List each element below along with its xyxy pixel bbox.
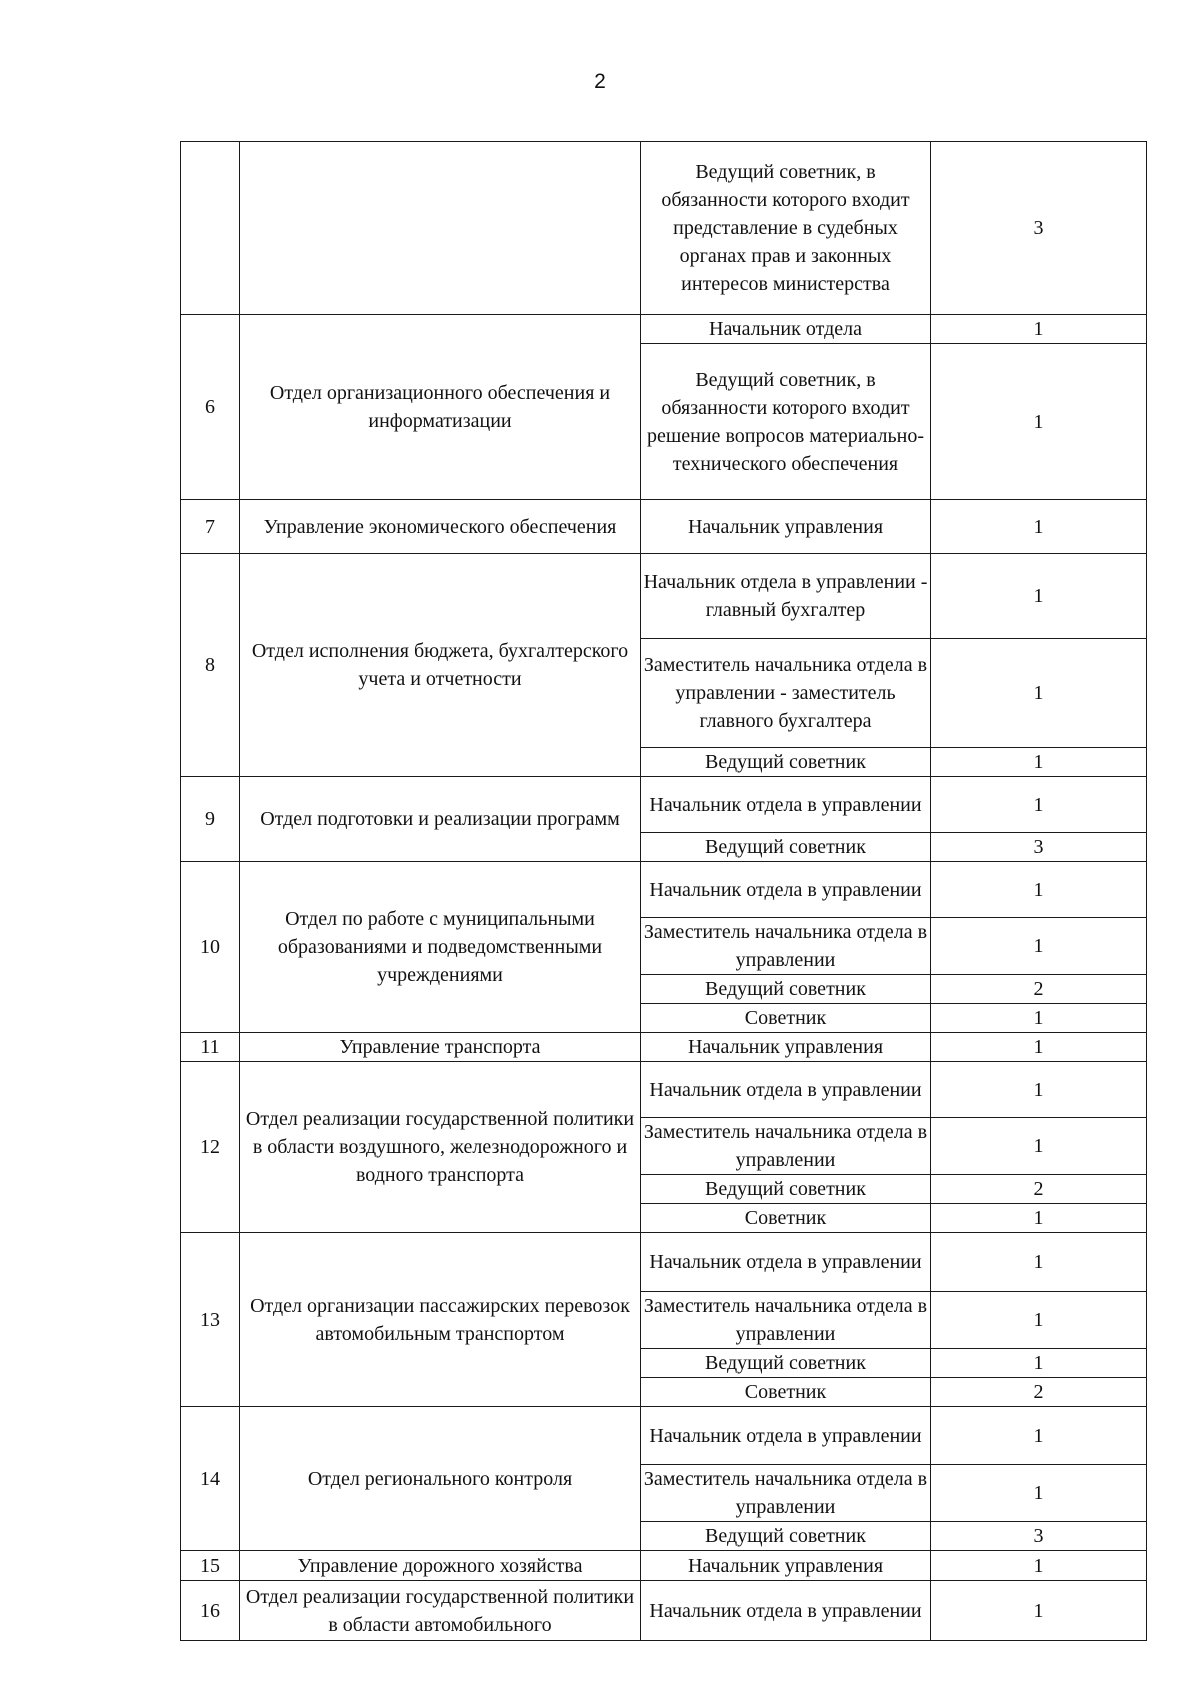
staff-count: 1 [931,862,1147,918]
staff-count: 1 [931,554,1147,639]
staff-count: 1 [931,500,1147,554]
staff-count: 1 [931,1349,1147,1378]
position-title: Начальник отдела [641,315,931,344]
table-row [181,142,1147,315]
department-name: Отдел исполнения бюджета, бухгалтерского учета и отчетности [240,554,641,777]
staff-count: 1 [931,639,1147,748]
staff-count: 1 [931,1033,1147,1062]
staff-count: 1 [931,1551,1147,1581]
table-row [181,1062,1147,1118]
staff-count: 3 [931,833,1147,862]
table-row [181,500,1147,554]
staff-count: 1 [931,748,1147,777]
row-number: 15 [181,1551,240,1581]
row-number: 10 [181,862,240,1033]
position-title: Ведущий советник [641,1522,931,1551]
staff-count: 1 [931,1062,1147,1118]
table-row [181,554,1147,639]
department-name: Отдел подготовки и реализации программ [240,777,641,862]
staff-count: 1 [931,1004,1147,1033]
row-number: 16 [181,1581,240,1641]
position-title: Ведущий советник [641,1349,931,1378]
table-row [181,1407,1147,1465]
position-title: Начальник управления [641,1551,931,1581]
row-number: 9 [181,777,240,862]
position-title: Заместитель начальника отдела в управлении [641,1292,931,1349]
table-row [181,1551,1147,1581]
staff-count: 2 [931,1378,1147,1407]
row-number: 14 [181,1407,240,1551]
position-title: Начальник отдела в управлении [641,862,931,918]
position-title: Советник [641,1378,931,1407]
position-title: Заместитель начальника отдела в управлении [641,1465,931,1522]
row-number: 6 [181,315,240,500]
department-name: Управление дорожного хозяйства [240,1551,641,1581]
department-name: Управление транспорта [240,1033,641,1062]
position-title: Советник [641,1204,931,1233]
position-title: Ведущий советник [641,833,931,862]
row-number: 11 [181,1033,240,1062]
row-number: 8 [181,554,240,777]
position-title: Начальник отдела в управлении [641,777,931,833]
position-title: Начальник отдела в управлении [641,1062,931,1118]
position-title: Ведущий советник [641,975,931,1004]
staff-table [180,141,1147,1641]
department-name: Управление экономического обеспечения [240,500,641,554]
position-title: Ведущий советник, в обязанности которого входит представление в судебных органах прав и законных интересов министерства [641,142,931,315]
department-name: Отдел по работе с муниципальными образованиями и подведомственными учреждениями [240,862,641,1033]
staff-count: 1 [931,1118,1147,1175]
table-row [181,1033,1147,1062]
table-row [181,315,1147,344]
table-row [181,862,1147,918]
position-title: Ведущий советник [641,748,931,777]
department-name: Отдел реализации государственной политики в области воздушного, железнодорожного и водного транспорта [240,1062,641,1233]
staff-count: 1 [931,1465,1147,1522]
position-title: Заместитель начальника отдела в управлении [641,918,931,975]
staff-count: 1 [931,344,1147,500]
position-title: Советник [641,1004,931,1033]
staff-count: 2 [931,975,1147,1004]
department-name [240,142,641,315]
staff-count: 2 [931,1175,1147,1204]
position-title: Начальник управления [641,1033,931,1062]
position-title: Начальник отдела в управлении - главный бухгалтер [641,554,931,639]
position-title: Начальник отдела в управлении [641,1581,931,1641]
row-number: 13 [181,1233,240,1407]
department-name: Отдел реализации государственной политики в области автомобильного [240,1581,641,1641]
staff-count: 1 [931,1407,1147,1465]
staff-count: 1 [931,777,1147,833]
table-row [181,1581,1147,1641]
table-row [181,1233,1147,1292]
page-number: 2 [594,70,606,93]
staff-count: 1 [931,1292,1147,1349]
staff-count: 1 [931,315,1147,344]
staff-count: 3 [931,1522,1147,1551]
staff-count: 1 [931,1581,1147,1641]
position-title: Ведущий советник, в обязанности которого входит решение вопросов материально- технического обеспечения [641,344,931,500]
position-title: Заместитель начальника отдела в управлении [641,1118,931,1175]
position-title: Начальник отдела в управлении [641,1233,931,1292]
staff-count: 1 [931,1204,1147,1233]
position-title: Начальник управления [641,500,931,554]
table-row [181,777,1147,833]
row-number: 7 [181,500,240,554]
department-name: Отдел организации пассажирских перевозок автомобильным транспортом [240,1233,641,1407]
row-number: 12 [181,1062,240,1233]
staff-count: 1 [931,1233,1147,1292]
position-title: Начальник отдела в управлении [641,1407,931,1465]
department-name: Отдел организационного обеспечения и информатизации [240,315,641,500]
staff-count: 1 [931,918,1147,975]
staff-count: 3 [931,142,1147,315]
staff-table-body [181,142,1147,1641]
row-number [181,142,240,315]
department-name: Отдел регионального контроля [240,1407,641,1551]
position-title: Ведущий советник [641,1175,931,1204]
position-title: Заместитель начальника отдела в управлении - заместитель главного бухгалтера [641,639,931,748]
